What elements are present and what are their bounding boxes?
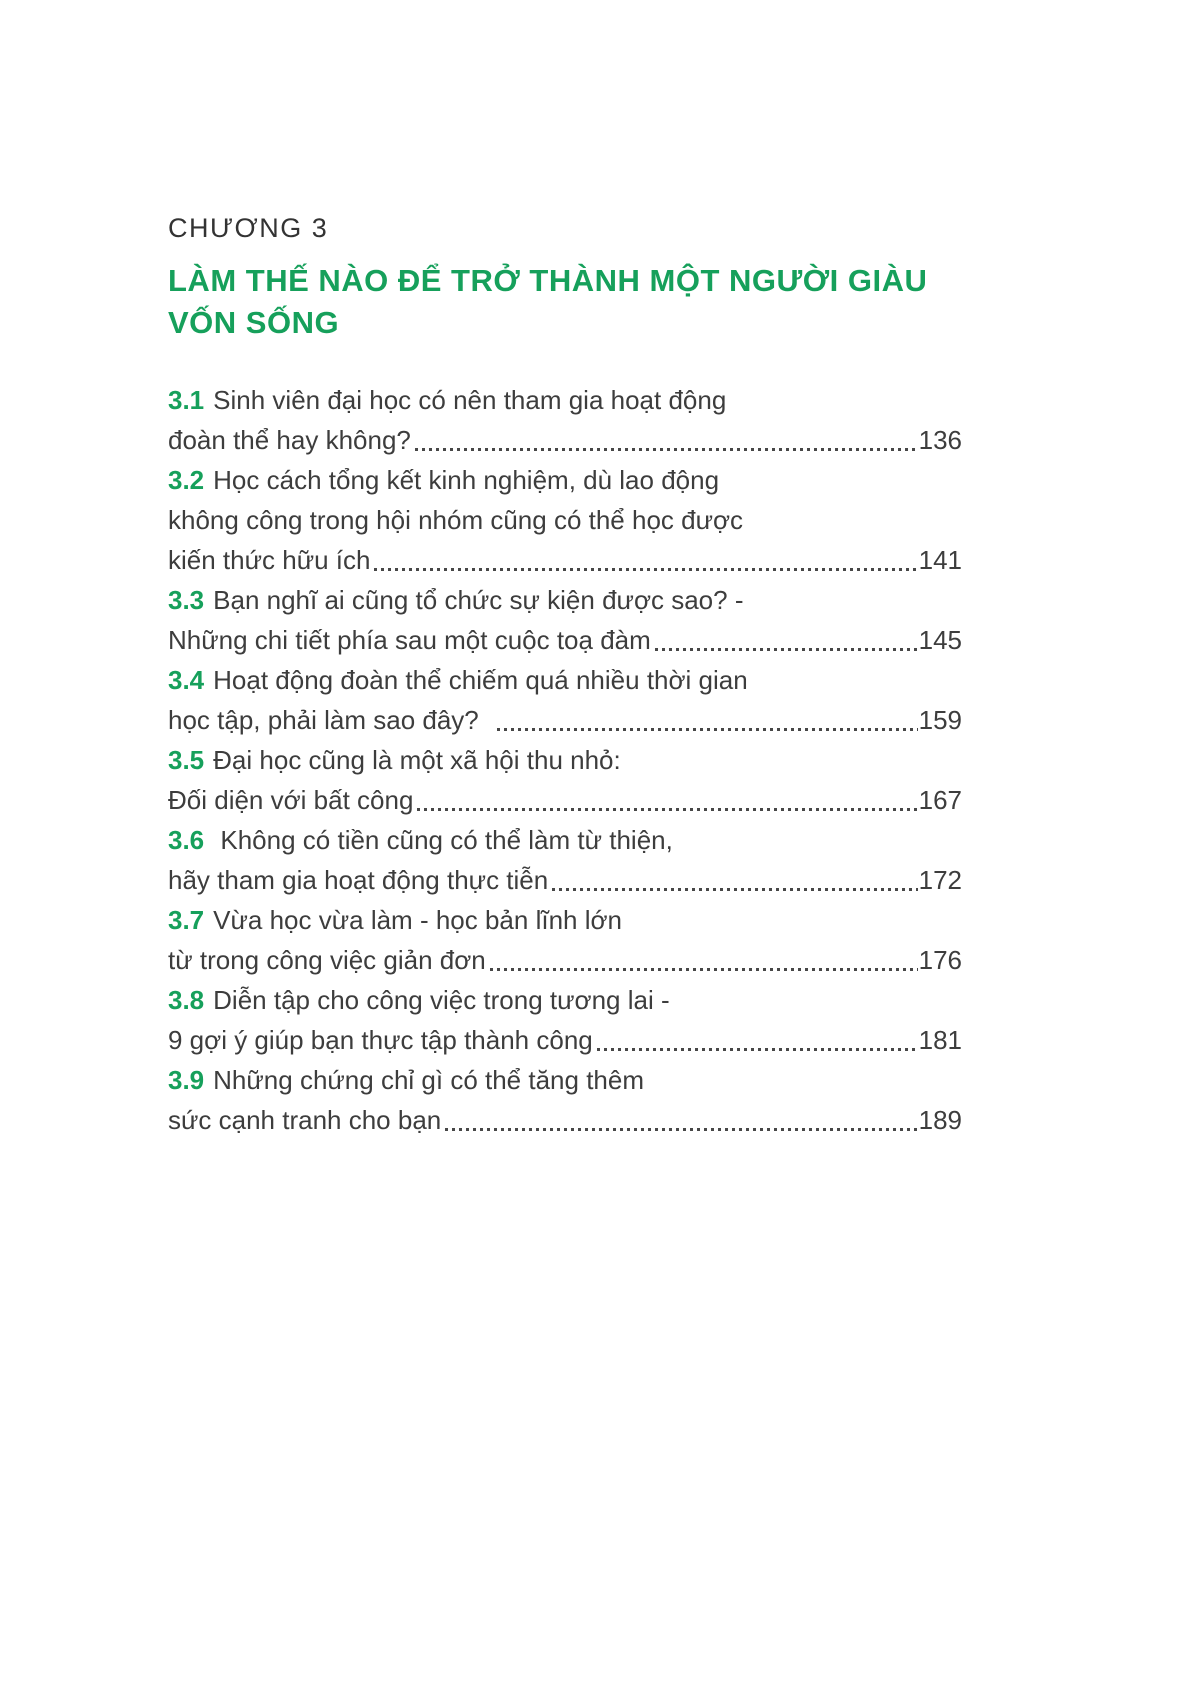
toc-entry [168, 900, 962, 980]
entry-text: Vừa học vừa làm - học bản lĩnh lớn [213, 905, 622, 935]
entry-text: Không có tiền cũng có thể làm từ thiện, [213, 825, 673, 855]
dot-leader [497, 700, 917, 740]
entry-text: sức cạnh tranh cho bạn [168, 1105, 442, 1135]
entry-page-number: 172 [918, 865, 962, 895]
entry-page-number: 136 [918, 425, 962, 455]
dot-leader [655, 620, 918, 660]
entry-text: hãy tham gia hoạt động thực tiễn [168, 865, 549, 895]
entry-number: 3.8 [168, 985, 205, 1015]
dot-leader [374, 540, 917, 580]
entry-number: 3.4 [168, 665, 205, 695]
chapter-title: LÀM THẾ NÀO ĐỂ TRỞ THÀNH MỘT NGƯỜI GIÀU VỐN SỐNG [168, 263, 928, 340]
entry-page-number: 189 [918, 1105, 962, 1135]
entry-line [168, 980, 962, 1020]
toc-entry [168, 580, 962, 660]
entry-leader-line [168, 700, 962, 740]
entry-line [168, 740, 962, 780]
entry-page-number: 181 [918, 1025, 962, 1055]
entry-line [168, 380, 962, 420]
toc-entry [168, 740, 962, 820]
toc-entry [168, 380, 962, 460]
entry-line [168, 660, 962, 700]
entry-leader-line [168, 1020, 962, 1060]
entry-leader-line [168, 540, 962, 580]
entry-text: Đại học cũng là một xã hội thu nhỏ: [213, 745, 621, 775]
toc-entry [168, 820, 962, 900]
toc-entry [168, 1060, 962, 1140]
entry-text: kiến thức hữu ích [168, 545, 371, 575]
entry-text: Bạn nghĩ ai cũng tổ chức sự kiện được sao? - [213, 585, 744, 615]
entry-page-number: 141 [918, 545, 962, 575]
dot-leader [445, 1100, 917, 1140]
entry-number: 3.1 [168, 385, 205, 415]
entry-number: 3.3 [168, 585, 205, 615]
entry-text: Những chi tiết phía sau một cuộc toạ đàm [168, 625, 651, 655]
dot-leader [415, 420, 918, 460]
entry-number: 3.6 [168, 825, 205, 855]
entry-leader-line [168, 780, 962, 820]
toc-entry [168, 660, 962, 740]
dot-leader [490, 940, 918, 980]
entry-leader-line [168, 860, 962, 900]
entry-text: 9 gợi ý giúp bạn thực tập thành công [168, 1025, 593, 1055]
entry-text: Hoạt động đoàn thể chiếm quá nhiều thời gian [213, 665, 748, 695]
toc-entry-list [168, 380, 962, 1140]
entry-page-number: 176 [918, 945, 962, 975]
entry-line [168, 900, 962, 940]
entry-text: đoàn thể hay không? [168, 425, 411, 455]
entry-text: Những chứng chỉ gì có thể tăng thêm [213, 1065, 644, 1095]
entry-line [168, 1060, 962, 1100]
entry-text: Học cách tổng kết kinh nghiệm, dù lao động [213, 465, 720, 495]
entry-text: học tập, phải làm sao đây? [168, 705, 494, 735]
chapter-label: CHƯƠNG 3 [168, 213, 329, 243]
dot-leader [417, 780, 917, 820]
entry-text: không công trong hội nhóm cũng có thể học được [168, 505, 744, 535]
entry-line [168, 580, 962, 620]
entry-leader-line [168, 940, 962, 980]
entry-line [168, 820, 962, 860]
entry-page-number: 145 [918, 625, 962, 655]
dot-leader [552, 860, 917, 900]
entry-leader-line [168, 420, 962, 460]
entry-number: 3.7 [168, 905, 205, 935]
toc-entry [168, 460, 962, 580]
entry-number: 3.9 [168, 1065, 205, 1095]
entry-text: Đối diện với bất công [168, 785, 414, 815]
entry-text: Diễn tập cho công việc trong tương lai - [213, 985, 670, 1015]
entry-number: 3.5 [168, 745, 205, 775]
dot-leader [597, 1020, 918, 1060]
entry-line [168, 460, 962, 500]
entry-number: 3.2 [168, 465, 205, 495]
toc-content [168, 212, 962, 1140]
entry-text: Sinh viên đại học có nên tham gia hoạt động [213, 385, 727, 415]
entry-text: từ trong công việc giản đơn [168, 945, 486, 975]
entry-line [168, 500, 962, 540]
entry-leader-line [168, 1100, 962, 1140]
toc-entry [168, 980, 962, 1060]
entry-leader-line [168, 620, 962, 660]
entry-page-number: 159 [918, 705, 962, 735]
entry-page-number: 167 [918, 785, 962, 815]
